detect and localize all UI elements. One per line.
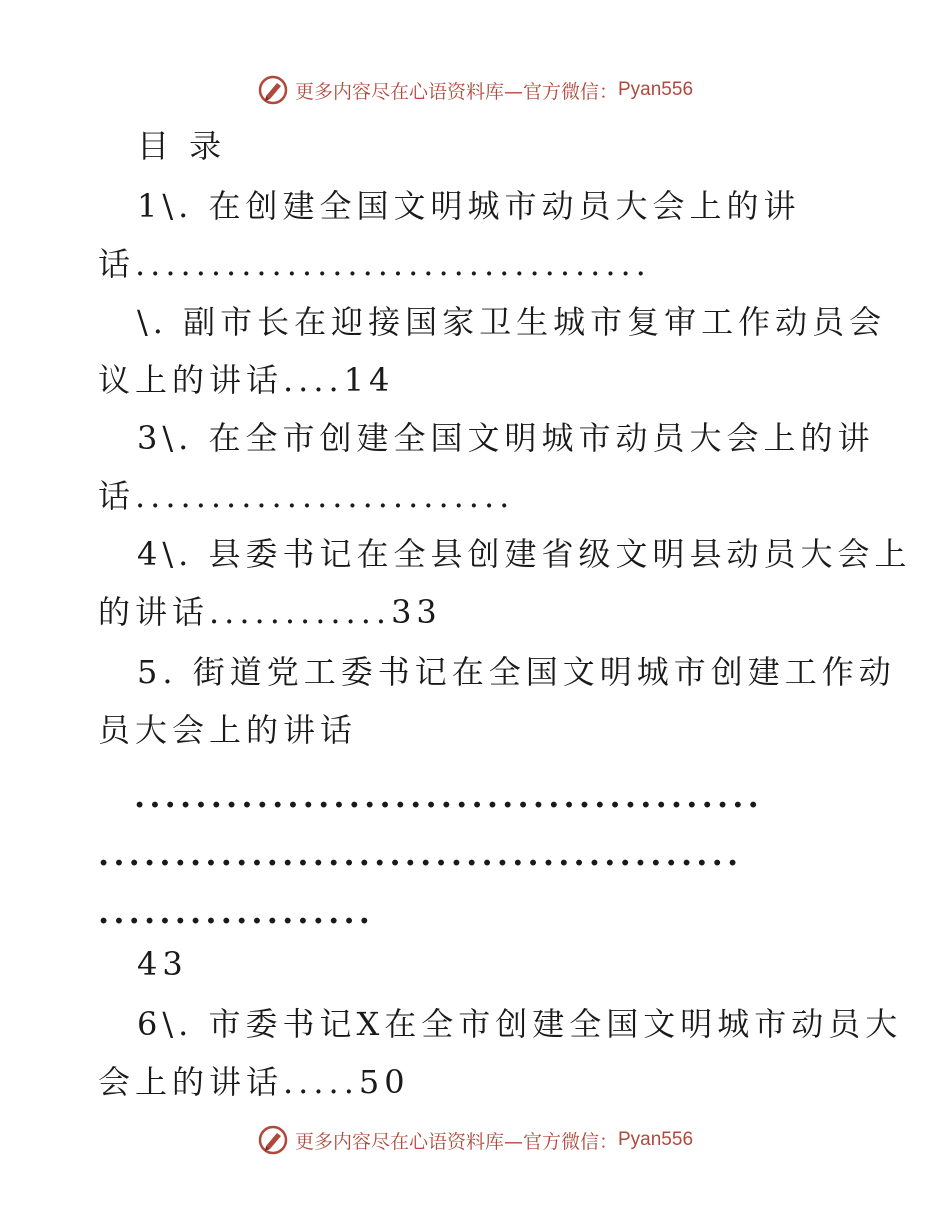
toc-entry-5-page-number[interactable]: 43 bbox=[137, 945, 188, 983]
toc-entry-5-line-2[interactable]: 员大会上的讲话 bbox=[98, 711, 358, 749]
watermark-text: 更多内容尽在心语资料库—官方微信： bbox=[294, 1130, 618, 1153]
watermark-handle: Pyan556 bbox=[618, 1129, 694, 1150]
toc-entry-3-line-2[interactable]: 话......................... bbox=[98, 477, 515, 515]
toc-entry-6-line-2[interactable]: 会上的讲话.....50 bbox=[98, 1063, 410, 1101]
toc-entry-2-line-2[interactable]: 议上的讲话....14 bbox=[98, 361, 395, 399]
toc-entry-1-line-2[interactable]: 话.................................. bbox=[98, 245, 651, 283]
toc-entry-4-line-1[interactable]: 4\. 县委书记在全县创建省级文明县动员大会上 bbox=[137, 535, 912, 573]
toc-entry-6-line-1[interactable]: 6\. 市委书记X在全市创建全国文明城市动员大 bbox=[137, 1005, 903, 1043]
toc-entry-5-dots-2: .......................................... bbox=[98, 835, 743, 873]
watermark-text: 更多内容尽在心语资料库—官方微信： bbox=[294, 80, 618, 103]
toc-entry-4-line-2[interactable]: 的讲话............33 bbox=[98, 593, 442, 631]
watermark-handle: Pyan556 bbox=[618, 79, 694, 100]
toc-entry-3-line-1[interactable]: 3\. 在全市创建全国文明城市动员大会上的讲 bbox=[137, 419, 875, 457]
toc-entry-1-line-1[interactable]: 1\. 在创建全国文明城市动员大会上的讲 bbox=[137, 187, 801, 225]
footer-watermark bbox=[0, 1120, 950, 1160]
toc-entry-5-dots-1: ......................................... bbox=[134, 777, 763, 815]
toc-entry-5-dots-3: .................. bbox=[98, 893, 375, 931]
toc-title: 目 录 bbox=[137, 127, 227, 165]
pen-logo-icon bbox=[257, 1124, 289, 1156]
toc-entry-5-line-1[interactable]: 5. 街道党工委书记在全国文明城市创建工作动 bbox=[137, 653, 896, 691]
toc-entry-2-line-1[interactable]: \. 副市长在迎接国家卫生城市复审工作动员会 bbox=[137, 303, 887, 341]
